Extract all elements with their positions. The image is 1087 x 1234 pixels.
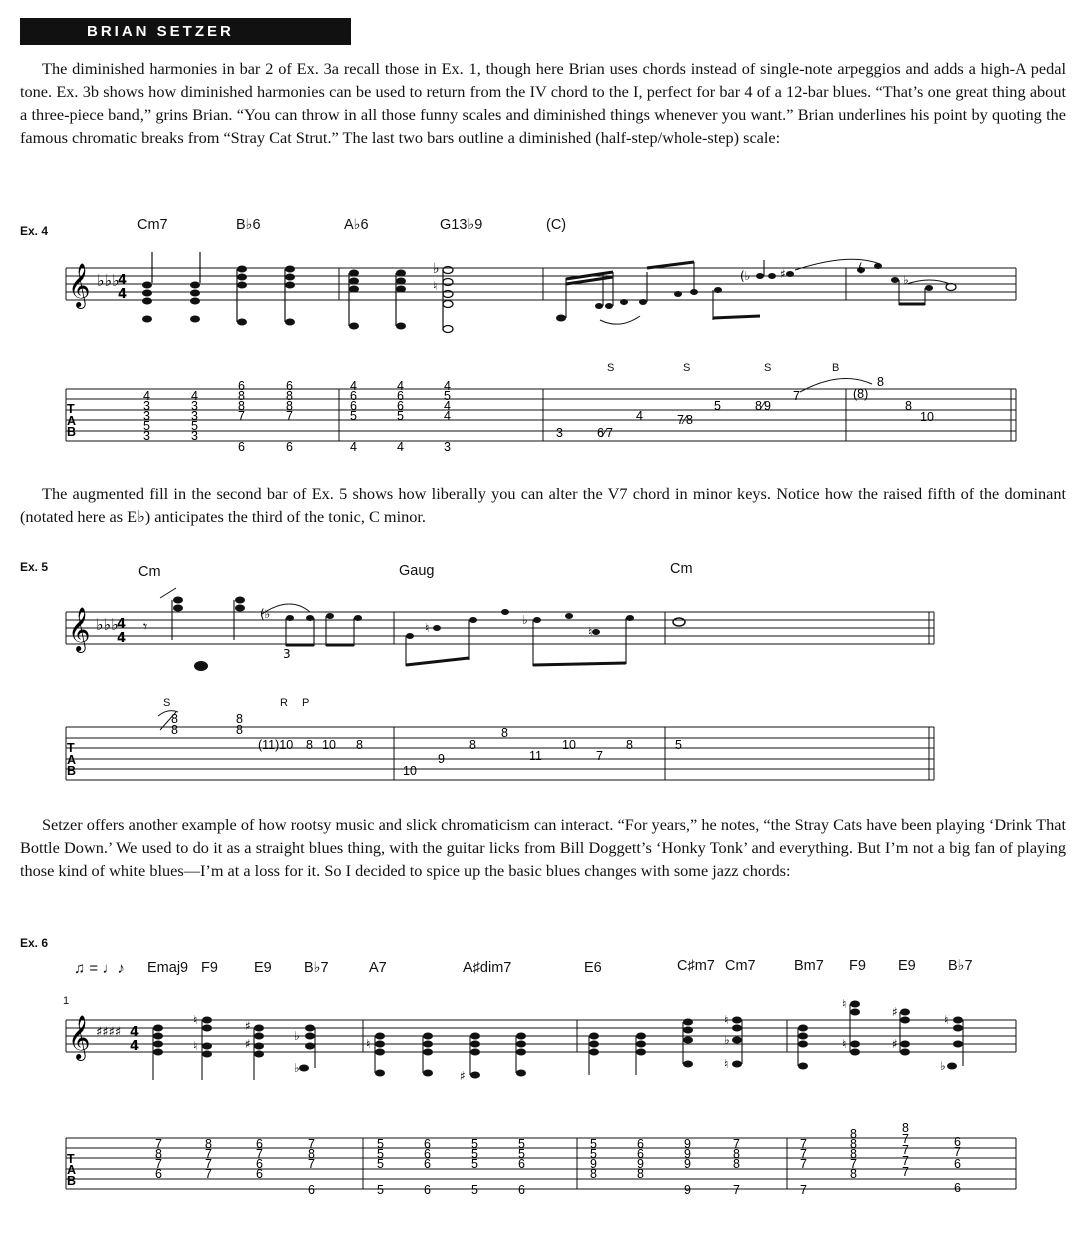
- tab-num: 4: [143, 389, 150, 403]
- tab-num: 5: [590, 1147, 597, 1161]
- tab-num: 7: [793, 389, 800, 403]
- svg-text:T: T: [67, 741, 75, 755]
- tab-num: 7: [800, 1147, 807, 1161]
- tab-num: 5: [590, 1137, 597, 1151]
- svg-text:♯: ♯: [245, 1019, 251, 1033]
- svg-text:4: 4: [118, 287, 128, 302]
- svg-text:♭: ♭: [522, 613, 528, 627]
- tab-num: 6: [238, 379, 245, 393]
- tab-num: 9: [684, 1183, 691, 1197]
- tab-num: 7: [308, 1157, 315, 1171]
- tab-num: 8: [205, 1137, 212, 1151]
- tab-num: 4: [350, 440, 357, 454]
- tab-num: 3: [191, 409, 198, 423]
- tab-num: 6: [637, 1137, 644, 1151]
- tab-num: 6: [954, 1181, 961, 1195]
- tab-num: 5: [518, 1147, 525, 1161]
- svg-text:4: 4: [117, 617, 127, 632]
- tab-num: 8: [590, 1167, 597, 1181]
- tab-num: 10: [322, 738, 336, 752]
- ex6-tab-numbers: [155, 1121, 961, 1197]
- svg-text:(♭: (♭: [740, 269, 751, 283]
- svg-text:♮: ♮: [588, 625, 593, 639]
- ex5-tech-release: R: [280, 697, 288, 709]
- tab-num: 4: [444, 379, 451, 393]
- ex4-tech-slide-1: S: [607, 362, 615, 374]
- tab-num: (8): [853, 387, 869, 401]
- tab-num: 6: [424, 1137, 431, 1151]
- tab-num: 9: [684, 1147, 691, 1161]
- ex4-chord-cm7: Cm7: [137, 217, 168, 233]
- key-signature-flats: ♭♭♭: [97, 271, 120, 290]
- key-signature-sharps: ♯♯♯♯: [96, 1025, 122, 1040]
- tab-num: 6: [954, 1157, 961, 1171]
- tab-num: 7: [902, 1165, 909, 1179]
- ex6-chord-emaj9: Emaj9: [147, 960, 189, 976]
- tab-num: 8: [236, 723, 243, 737]
- svg-text:♮: ♮: [724, 1057, 729, 1071]
- ex6-chord-a7: A7: [369, 960, 387, 976]
- ex4-tech-slide-3: S: [764, 362, 772, 374]
- tab-num: 7: [800, 1137, 807, 1151]
- svg-text:♭: ♭: [940, 1059, 946, 1073]
- tab-num: 9: [438, 752, 445, 766]
- ex6-chord-bm7: Bm7: [794, 958, 824, 974]
- tab-num: 3: [191, 399, 198, 413]
- tab-num: 6: [424, 1147, 431, 1161]
- svg-text:A: A: [67, 1163, 77, 1177]
- tab-num: 3: [191, 429, 198, 443]
- tab-num: 8: [733, 1147, 740, 1161]
- ex5-chord-cm-1: Cm: [138, 564, 161, 580]
- svg-text:♭♭♭: ♭♭♭: [96, 615, 119, 634]
- tab-num: 8: [469, 738, 476, 752]
- svg-text:♮: ♮: [842, 997, 847, 1011]
- tab-num: 7: [205, 1167, 212, 1181]
- tab-num: 8: [286, 399, 293, 413]
- tab-num: 8: [308, 1147, 315, 1161]
- tab-num: 7: [205, 1157, 212, 1171]
- tab-num: 5: [471, 1183, 478, 1197]
- svg-text:♭: ♭: [433, 261, 440, 277]
- svg-text:4: 4: [130, 1025, 140, 1040]
- tab-num: 9: [590, 1157, 597, 1171]
- ex6-chord-asharpdim7: A♯dim7: [463, 960, 512, 976]
- tab-num: 4: [397, 379, 404, 393]
- tab-num: 3: [143, 399, 150, 413]
- svg-text:A: A: [67, 753, 77, 767]
- tab-num: 6: [256, 1137, 263, 1151]
- tab-num: 5: [471, 1157, 478, 1171]
- tab-num: 8: [733, 1157, 740, 1171]
- ex5-label: Ex. 5: [20, 560, 49, 574]
- tab-num: 6: [286, 440, 293, 454]
- tab-num: 7: [155, 1157, 162, 1171]
- svg-text:♭: ♭: [294, 1029, 300, 1043]
- tab-num: 7: [902, 1154, 909, 1168]
- tab-num: 3: [143, 429, 150, 443]
- svg-text:B: B: [67, 1174, 77, 1188]
- tab-num: 3: [556, 426, 563, 440]
- tab-num: 8: [171, 712, 178, 726]
- tab-num: 9: [637, 1157, 644, 1171]
- tab-num: 5: [377, 1183, 384, 1197]
- tab-num: 7: [850, 1157, 857, 1171]
- svg-text:(♭: (♭: [260, 607, 271, 621]
- paragraph-1-text: The diminished harmonies in bar 2 of Ex. 3a recall those in Ex. 1, though here Brian uses chords instead of single-note arpeggios and adds a high-A pedal tone. Ex. 3b shows how diminished harmonies can be used to return from the IV chord to the I, perfect for bar 4 of a 12-bar blues. “That’s one great thing about a three-piece band,” grins Brian. “You can throw in all those funny scales and diminished things whenever you want.” Brian underlines his point by quoting the famous chromatic breaks from “Stray Cat Strut.” The last two bars outline a diminished (half-step/whole-step) scale:: [20, 59, 1066, 147]
- tab-num: 8: [306, 738, 313, 752]
- treble-clef-icon: 𝄞: [68, 1015, 91, 1059]
- tab-num: 7: [733, 1137, 740, 1151]
- measure-number: 1: [63, 995, 70, 1007]
- tab-num: 7: [205, 1147, 212, 1161]
- tab-num: 8: [236, 712, 243, 726]
- tab-num: 6: [397, 389, 404, 403]
- ex6-chord-f9-1: F9: [201, 960, 218, 976]
- header-title: BRIAN SETZER: [87, 23, 234, 40]
- tab-num: 8: [238, 399, 245, 413]
- tab-num: 7: [800, 1157, 807, 1171]
- time-signature: 4: [118, 273, 128, 288]
- tab-num: 5: [714, 399, 721, 413]
- svg-text:B: B: [67, 764, 77, 778]
- tab-num: 4: [636, 409, 643, 423]
- svg-text:B: B: [67, 425, 77, 439]
- ex6-chord-csharpm7: C♯m7: [677, 958, 715, 974]
- tab-num: 7: [256, 1147, 263, 1161]
- svg-text:♯: ♯: [780, 267, 786, 281]
- treble-clef-icon: 𝄞: [68, 607, 91, 651]
- tab-num: 5: [350, 409, 357, 423]
- tab-num: 4: [350, 379, 357, 393]
- tab-num: 7: [902, 1132, 909, 1146]
- ex6-chord-e6: E6: [584, 960, 602, 976]
- svg-text:♮: ♮: [944, 1013, 949, 1027]
- ex5-tech-slide: S: [163, 697, 171, 709]
- svg-text:♯: ♯: [892, 1005, 898, 1019]
- svg-text:4: 4: [117, 631, 127, 646]
- tab-num: 9: [684, 1157, 691, 1171]
- tab-num: 5: [471, 1137, 478, 1151]
- svg-text:♮: ♮: [425, 621, 430, 635]
- tab-num: 8: [850, 1127, 857, 1141]
- svg-text:T: T: [67, 1152, 75, 1166]
- tab-num: 6: [350, 389, 357, 403]
- ex4-chord-ab6: A♭6: [344, 217, 369, 233]
- tab-num: 8: [238, 389, 245, 403]
- tab-num: 6: [308, 1183, 315, 1197]
- ex6-chord-e9-1: E9: [254, 960, 272, 976]
- svg-text:𝄾: 𝄾: [143, 617, 148, 636]
- ex5-chord-gaug: Gaug: [399, 563, 435, 579]
- tab-num: 7: [308, 1137, 315, 1151]
- ex4-label: Ex. 4: [20, 224, 49, 238]
- ex4-chord-bb6: B♭6: [236, 217, 261, 233]
- tab-num: 4: [397, 440, 404, 454]
- svg-text:♯: ♯: [460, 1069, 466, 1083]
- tab-num: 4: [444, 399, 451, 413]
- tab-num: 8: [637, 1167, 644, 1181]
- tab-num: 8: [850, 1137, 857, 1151]
- tab-num: 6: [155, 1167, 162, 1181]
- tab-num: 5: [397, 409, 404, 423]
- treble-clef-icon: 𝄞: [68, 263, 91, 307]
- tab-num: 8: [155, 1147, 162, 1161]
- ex6-chord-e9-2: E9: [898, 958, 916, 974]
- tab-num: 6: [286, 379, 293, 393]
- svg-text:♭: ♭: [903, 273, 909, 287]
- ex6-chord-f9-2: F9: [849, 958, 866, 974]
- tab-num: 10: [403, 764, 417, 778]
- tab-num: 10: [562, 738, 576, 752]
- ex4-chord-g13b9: G13♭9: [440, 217, 483, 233]
- tab-num: 6⁄7: [597, 426, 613, 440]
- ex6-chord-cm7: Cm7: [725, 958, 756, 974]
- ex6-chord-bb7-2: B♭7: [948, 958, 973, 974]
- ex5-chord-cm-2: Cm: [670, 561, 693, 577]
- tab-num: 5: [471, 1147, 478, 1161]
- tab-num: 8: [905, 399, 912, 413]
- svg-text:♭: ♭: [724, 1033, 730, 1047]
- ex4-chord-c: (C): [546, 217, 567, 233]
- tab-num: 5: [518, 1137, 525, 1151]
- triplet-number: 3: [283, 647, 291, 661]
- tab-num: 3: [143, 409, 150, 423]
- tab-num: 8: [877, 375, 884, 389]
- tab-num: 7: [902, 1143, 909, 1157]
- tab-num: 8: [626, 738, 633, 752]
- tab-num: 3: [444, 440, 451, 454]
- paragraph-2-text: The augmented fill in the second bar of Ex. 5 shows how liberally you can alter the V7 chord in minor keys. Notice how the raised fifth of the dominant (notated here as E♭) anticipates the third of the tonic, C minor.: [20, 484, 1066, 526]
- tab-num: 8: [850, 1147, 857, 1161]
- svg-text:(: (: [858, 261, 863, 275]
- tab-num: 7: [800, 1183, 807, 1197]
- tab-num: 6: [256, 1167, 263, 1181]
- svg-text:♮: ♮: [724, 1013, 729, 1027]
- tab-num: 5: [377, 1147, 384, 1161]
- tab-num: 6: [256, 1157, 263, 1171]
- tab-num: 5: [675, 738, 682, 752]
- tab-num: 6: [637, 1147, 644, 1161]
- tab-num: 6: [424, 1183, 431, 1197]
- tab-num: 8: [902, 1121, 909, 1135]
- svg-text:♮: ♮: [193, 1039, 198, 1053]
- tab-num: 7: [954, 1145, 961, 1159]
- ex6-label: Ex. 6: [20, 936, 49, 950]
- tab-num: 6: [350, 399, 357, 413]
- tab-num: 11: [529, 749, 542, 763]
- tab-num: 7: [733, 1183, 740, 1197]
- tab-num: 6: [518, 1183, 525, 1197]
- tab-num: 8: [356, 738, 363, 752]
- ex5-tech-pull: P: [302, 697, 310, 709]
- svg-text:4: 4: [130, 1039, 140, 1054]
- tab-num: 6: [238, 440, 245, 454]
- svg-text:♯: ♯: [245, 1037, 251, 1051]
- tab-num: 5: [377, 1137, 384, 1151]
- tab-num: 8: [501, 726, 508, 740]
- tab-num: 5: [444, 389, 451, 403]
- ex4-tech-slide-2: S: [683, 362, 691, 374]
- tab-num: 4: [191, 389, 198, 403]
- svg-text:♯: ♯: [892, 1037, 898, 1051]
- tab-num: 6: [424, 1157, 431, 1171]
- paragraph-3-text: Setzer offers another example of how rootsy music and slick chromaticism can interact. “For years,” he notes, “the Stray Cats have been playing ‘Drink That Bottle Down.’ We used to do it as a straight blues thing, with the guitar licks from Bill Doggett’s ‘Honky Tonk’ and everything. But I’m not a big fan of playing those kind of white blues—I’m at a loss for it. So I decided to spice up the basic blues changes with some jazz chords:: [20, 815, 1066, 880]
- ex4-tech-bend: B: [832, 362, 840, 374]
- tab-num: 5: [143, 419, 150, 433]
- svg-text:♮: ♮: [366, 1037, 371, 1051]
- ex6-chord-bb7-1: B♭7: [304, 960, 329, 976]
- tab-num: 6: [518, 1157, 525, 1171]
- tab-num: 9: [684, 1137, 691, 1151]
- tab-num: 6: [954, 1135, 961, 1149]
- tab-num: 7: [238, 409, 245, 423]
- svg-text:♮: ♮: [193, 1013, 198, 1027]
- tab-num: 7: [286, 409, 293, 423]
- tab-num: 4: [444, 409, 451, 423]
- tab-num: 10: [920, 410, 934, 424]
- tab-num: 7: [155, 1137, 162, 1151]
- tab-num: 7⁄8: [677, 413, 693, 427]
- svg-text:♭: ♭: [294, 1061, 300, 1075]
- tab-num: 7: [596, 749, 603, 763]
- svg-text:♮: ♮: [842, 1037, 847, 1051]
- tab-num: (11)10: [258, 738, 294, 752]
- svg-text:♮: ♮: [433, 279, 438, 293]
- tab-num: 8: [850, 1167, 857, 1181]
- svg-text:A: A: [67, 414, 77, 428]
- tab-num: 5: [377, 1157, 384, 1171]
- tab-t-label: T: [67, 402, 75, 416]
- tab-num: 6: [397, 399, 404, 413]
- tab-num: 8⁄9: [755, 399, 771, 413]
- tab-num: 8: [171, 723, 178, 737]
- swing-marking: ♫ = ♩♪: [74, 960, 125, 977]
- tab-num: 5: [191, 419, 198, 433]
- tab-num: 8: [286, 389, 293, 403]
